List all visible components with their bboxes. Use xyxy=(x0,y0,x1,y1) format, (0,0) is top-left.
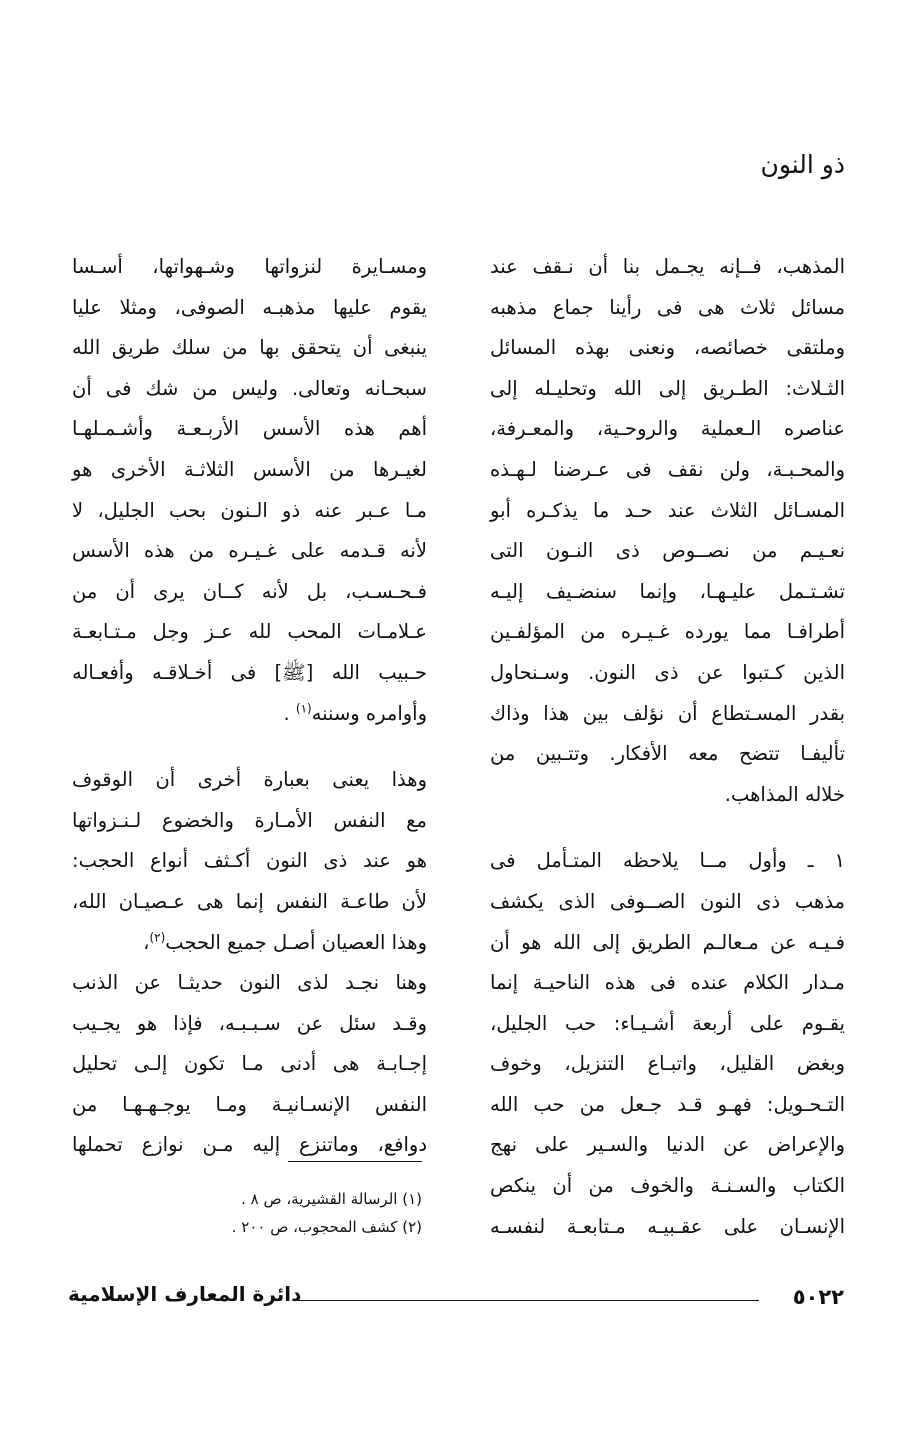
left-column-paragraph-1 xyxy=(72,247,427,734)
text-line: فـحـسـب، بل لأنه كــان يرى أن من xyxy=(72,579,427,603)
text-line xyxy=(72,923,427,964)
text-line: لغيـرها من الأسس الثلاثـة الأخرى هو xyxy=(72,457,427,481)
text-line: التـحـويل: فهـو قـد جـعل من حب الله xyxy=(490,1092,845,1116)
text-line: إجـابـة هى أدنى مـا تكون إلـى تحليل xyxy=(72,1052,427,1076)
running-head-title: ذو النون xyxy=(760,150,845,179)
text-line: نعـيـم من نصــوص ذى النـون التى xyxy=(490,539,845,563)
text-line: والإعراض عن الدنيا والسـير على نهج xyxy=(490,1133,845,1157)
text-line: عـلامـات المحب لله عـز وجل مـتـابعـة xyxy=(72,620,427,644)
text-line: يقوم عليها مذهبـه الصوفى، ومثلا عليا xyxy=(72,295,427,319)
footnote-2: (٢) كشف المحجوب، ص ٢٠٠ . xyxy=(231,1218,422,1236)
text-line: حـبيب الله [ﷺ] فى أخـلاقـه وأفعـاله xyxy=(72,660,427,684)
text-line: وملتقى خصائصه، ونعنى بهذه المسائل xyxy=(490,336,845,360)
footnote-ref-1[interactable]: (١) xyxy=(295,701,312,716)
text-line: أطرافـا مما يورده غـيـره من المؤلفـين xyxy=(490,620,845,644)
text-line: لأن طاعـة النفس إنما هى عـصيـان الله، xyxy=(72,889,427,913)
text-line: وهذا يعنى بعبارة أخرى أن الوقوف xyxy=(72,768,427,792)
text-line: عناصره الـعملية والروحـية، والمعـرفة، xyxy=(490,417,845,441)
text-line: مع النفس الأمـارة والخضوع لـنـزواتها xyxy=(72,808,427,832)
text-line: المذهب، فــإنه يجـمل بنا أن نـقف عند xyxy=(490,255,845,278)
text-line: لأنه قـدمه على غـيـره من هذه الأسس xyxy=(72,539,427,563)
text-line: مـدار الكلام عنده فى هذه الناحيـة إنما xyxy=(490,971,845,995)
text-line: الكتاب والسـنـة والخوف من أن ينكص xyxy=(490,1174,845,1198)
text-fragment: وأوامره وسننه xyxy=(311,701,427,725)
text-line: ومسـايرة لنزواتها وشـهواتها، أسـسا xyxy=(72,255,427,278)
page-footer xyxy=(68,1277,844,1317)
text-line: هو عند ذى النون أكـثف أنواع الحجب: xyxy=(72,849,427,873)
text-line: تأليفـا تتضح معه الأفكار. وتتـبين من xyxy=(490,742,845,766)
text-line: الثـلاث: الطـريق إلى الله وتحليـله إلى xyxy=(490,376,845,400)
footer-divider xyxy=(293,1300,759,1301)
book-title: دائرة المعارف الإسلامية xyxy=(68,1282,302,1306)
text-line: النفس الإنسـانيـة ومـا يوجـهـهـا من xyxy=(72,1092,427,1116)
text-line: أهم هذه الأسس الأربـعـة وأشـمـلهـا xyxy=(72,417,427,441)
text-line: بقدر المسـتطاع أن نؤلف بين هذا وذاك xyxy=(490,701,845,725)
text-line: مذهب ذى النون الصــوفى الذى يكشف xyxy=(490,889,845,913)
left-column xyxy=(72,247,427,1166)
paragraph-gap xyxy=(490,815,845,841)
right-column-paragraph-2 xyxy=(490,841,845,1247)
text-line: يقـوم على أربعة أشـيـاء: حب الجليل، xyxy=(490,1011,845,1035)
paragraph-gap xyxy=(72,734,427,760)
text-line: وهنا نجـد لذى النون حديثـا عن الذنب xyxy=(72,971,427,995)
page-number: ٥٠٢٢ xyxy=(792,1285,844,1309)
text-line: المسـائل الثلاث عند حـد ما يذكـره أبو xyxy=(490,498,845,522)
text-line: دوافع، وماتنزع إليه مـن نوازع تحملها xyxy=(72,1133,427,1157)
text-line: ١ ـ وأول مــا يلاحظه المتـأمل فى xyxy=(490,849,845,873)
text-fragment: ، xyxy=(143,930,150,954)
text-line: مـا عـبر عنه ذو الـنون بحب الجليل، لا xyxy=(72,498,427,522)
text-line: تشـتـمل عليـهـا، وإنما سنضـيف إليـه xyxy=(490,579,845,603)
text-line: ينبغى أن يتحقق بها من سلك طريق الله xyxy=(72,336,427,360)
footnote-1: (١) الرسالة القشيرية، ص ٨ . xyxy=(241,1190,422,1208)
text-line: فـيـه عن مـعالـم الطريق إلى الله هو أن xyxy=(490,930,845,954)
text-line: خلاله المذاهب. xyxy=(724,782,845,806)
text-line: وقـد سئل عن سـبـبـه، فإذا هو يجـيب xyxy=(72,1011,427,1035)
right-column xyxy=(490,247,845,1247)
text-fragment: وهذا العصيان أصـل جميع الحجب xyxy=(165,930,427,954)
text-line: الإنسـان على عقـبيـه مـتابعـة لنفسـه xyxy=(490,1214,845,1238)
text-line: مسائل ثلاث هى فى رأينا جماع مذهبه xyxy=(490,295,845,319)
text-line: الذين كـتبوا عن ذى النون. وسـنحاول xyxy=(490,660,845,684)
text-line xyxy=(72,694,427,735)
footnote-ref-2[interactable]: (٢) xyxy=(149,930,166,944)
right-column-paragraph-1 xyxy=(490,247,845,815)
text-line: سبحـانه وتعالى. وليس من شك فى أن xyxy=(72,376,427,400)
footnotes xyxy=(72,1185,422,1241)
text-line: وبغض القليل، واتبـاع التنزيل، وخوف xyxy=(490,1052,845,1076)
footnote-divider xyxy=(288,1161,422,1162)
left-column-paragraph-2 xyxy=(72,760,427,1166)
text-fragment: . xyxy=(283,701,296,725)
text-line: والمحـبـة، ولن نقف فى عـرضنا لـهـذه xyxy=(490,457,845,481)
